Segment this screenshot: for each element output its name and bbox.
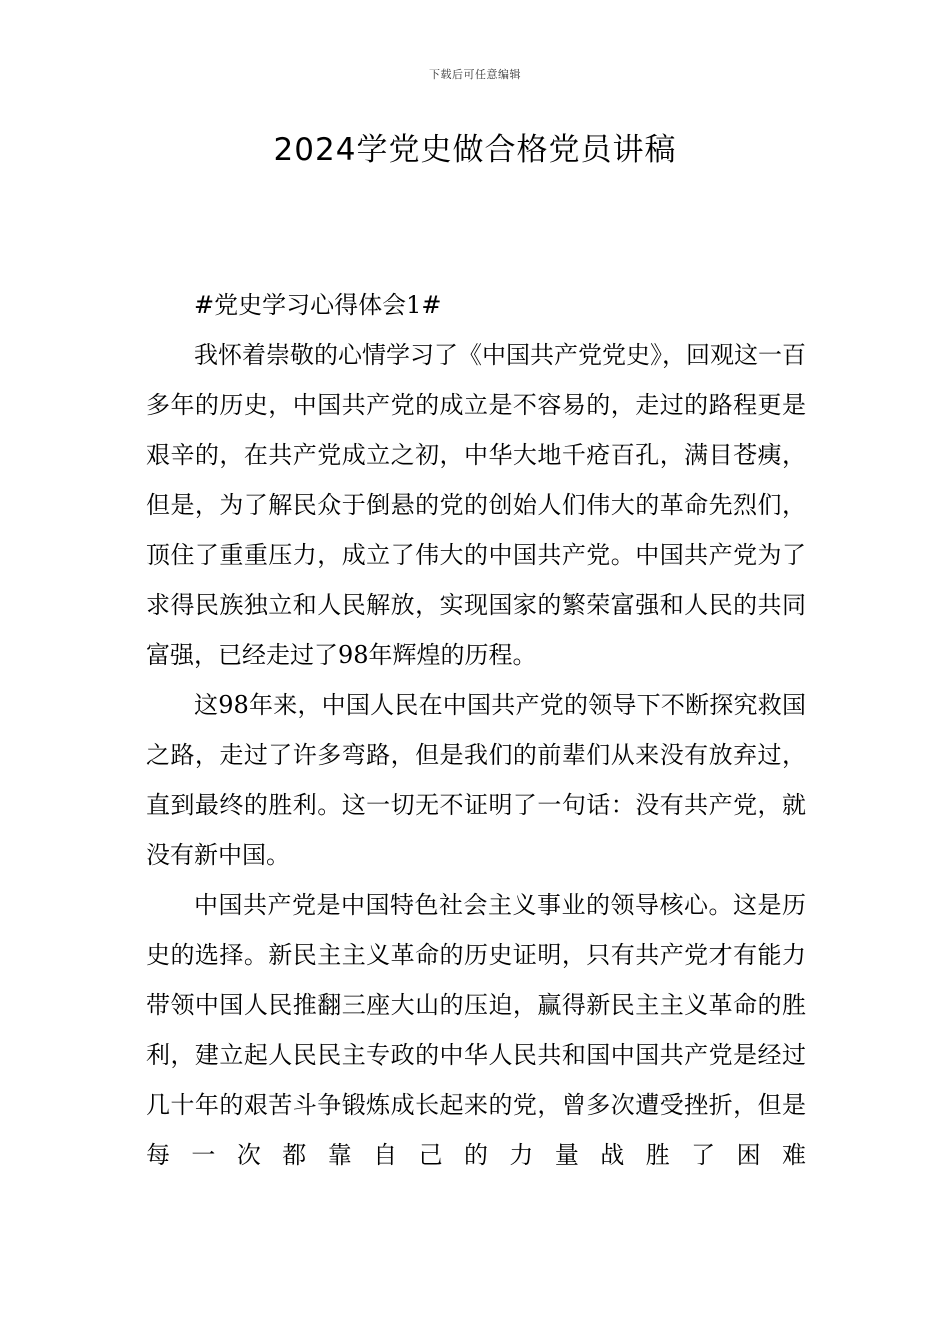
section-heading: #党史学习心得体会1# — [194, 291, 442, 319]
header-note: 下载后可任意编辑 — [429, 68, 521, 81]
document-title: 2024学党史做合格党员讲稿 — [273, 132, 677, 168]
paragraph-1: 我怀着崇敬的心情学习了《中国共产党党史》，回观这一百多年的历史，中国共产党的成立是不容易的，走过的路程更是艰辛的，在共产党成立之初，中华大地千疮百孔，满目苍痍，但是，为了解民众于倒悬的党的创始人们伟大的革命先烈们，顶住了重重压力，成立了伟大的中国共产党。中国共产党为了求得民族独立和人民解放，实现国家的繁荣富强和人民的共同富强，已经走过了98年辉煌的历程。 — [146, 341, 806, 669]
paragraph-3: 中国共产党是中国特色社会主义事业的领导核心。这是历史的选择。新民主主义革命的历史证明，只有共产党才有能力带领中国人民推翻三座大山的压迫，赢得新民主主义革命的胜利，建立起人民民主专政的中华人民共和国中国共产党是经过几十年的艰苦斗争锻炼成长起来的党，曾多次遭受挫折，但是每一次都靠自己的力量战胜了困难 — [146, 891, 806, 1169]
document-body — [146, 280, 806, 1180]
paragraph-2: 这98年来，中国人民在中国共产党的领导下不断探究救国之路，走过了许多弯路，但是我们的前辈们从来没有放弃过，直到最终的胜利。这一切无不证明了一句话：没有共产党，就没有新中国。 — [146, 691, 806, 869]
